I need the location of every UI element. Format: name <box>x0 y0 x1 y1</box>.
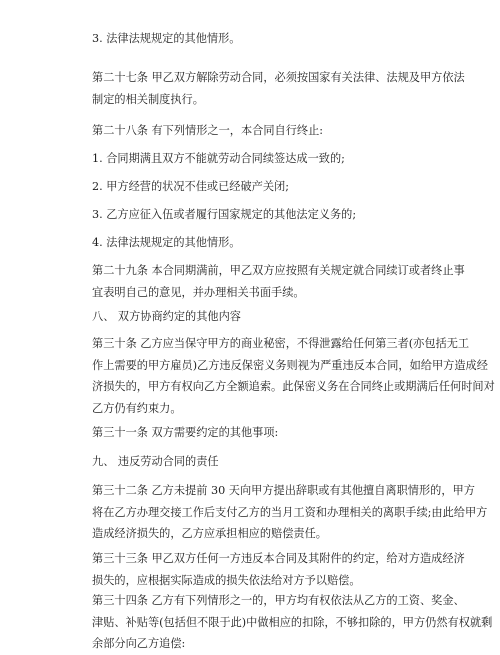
paragraph-item-1 <box>92 148 422 170</box>
article-27 <box>92 67 465 110</box>
text-line: 济损失的，甲方有权向乙方全额追索。此保密义务在合同终止或期满后任何时间对 <box>92 380 495 393</box>
article-28 <box>92 120 422 142</box>
text-line: 第三十一条 双方需要约定的其他事项: <box>92 426 279 439</box>
text-line: 第三十四条 乙方有下列情形之一的，甲方均有权依法从乙方的工资、奖金、 <box>92 594 465 607</box>
text-line: 将在乙方办理交接工作后支付乙方的当月工资和办理相关的离职手续;由此给甲方 <box>92 505 488 519</box>
text-line: 2. 甲方经营的状况不佳或已经破产关闭; <box>92 180 290 193</box>
text-line: 津贴、补贴等(包括但不限于此)中做相应的扣除，不够扣除的，甲方仍然有权就剩 <box>92 615 493 629</box>
text-line: 第三十二条 乙方未提前 30 天向甲方提出辞职或有其他擅自离职情形的，甲方 <box>92 484 475 497</box>
text-line: 3. 法律法规规定的其他情形。 <box>92 32 241 45</box>
section-heading-8 <box>92 306 422 328</box>
text-line: 作上需要的甲方雇员)乙方违反保密义务则视为严重违反本合同，如给甲方造成经 <box>92 358 488 372</box>
text-line: 3. 乙方应征入伍或者履行国家规定的其他法定义务的; <box>92 208 357 221</box>
text-line: 乙方仍有约束力。 <box>92 401 182 415</box>
text-line: 制定的相关制度执行。 <box>92 92 204 106</box>
text-line: 第二十七条 甲乙双方解除劳动合同，必须按国家有关法律、法规及甲方依法 <box>92 71 465 84</box>
paragraph-item-2 <box>92 176 422 198</box>
text-line: 1. 合同期满且双方不能就劳动合同续签达成一致的; <box>92 152 345 165</box>
text-line: 第三十三条 甲乙双方任何一方违反本合同及其附件的约定，给对方造成经济 <box>92 552 465 565</box>
text-line: 八、 双方协商约定的其他内容 <box>92 310 241 323</box>
article-31 <box>92 422 422 444</box>
article-29 <box>92 260 465 303</box>
text-line: 损失的，应根据实际造成的损失依法给对方予以赔偿。 <box>92 573 361 587</box>
article-30 <box>92 333 495 419</box>
paragraph-item-3b <box>92 204 422 226</box>
text-line: 九、 违反劳动合同的责任 <box>92 455 219 468</box>
text-line: 宜表明自己的意见，并办理相关书面手续。 <box>92 285 305 299</box>
article-34 <box>92 590 493 655</box>
text-line: 造成经济损失的，乙方应承担相应的赔偿责任。 <box>92 527 327 540</box>
text-line: 第二十八条 有下列情形之一，本合同自行终止: <box>92 124 324 137</box>
section-heading-9 <box>92 451 422 473</box>
text-line: 余部分向乙方追偿: <box>92 637 186 650</box>
article-33 <box>92 548 465 591</box>
text-line: 第二十九条 本合同期满前，甲乙双方应按照有关规定就合同续订或者终止事 <box>92 264 465 277</box>
text-line: 4. 法律法规规定的其他情形。 <box>92 236 241 249</box>
article-32 <box>92 480 488 545</box>
paragraph-item-3 <box>92 28 422 50</box>
paragraph-item-4 <box>92 232 422 254</box>
text-line: 第三十条 乙方应当保守甲方的商业秘密，不得泄露给任何第三者(亦包括无工 <box>92 337 470 350</box>
